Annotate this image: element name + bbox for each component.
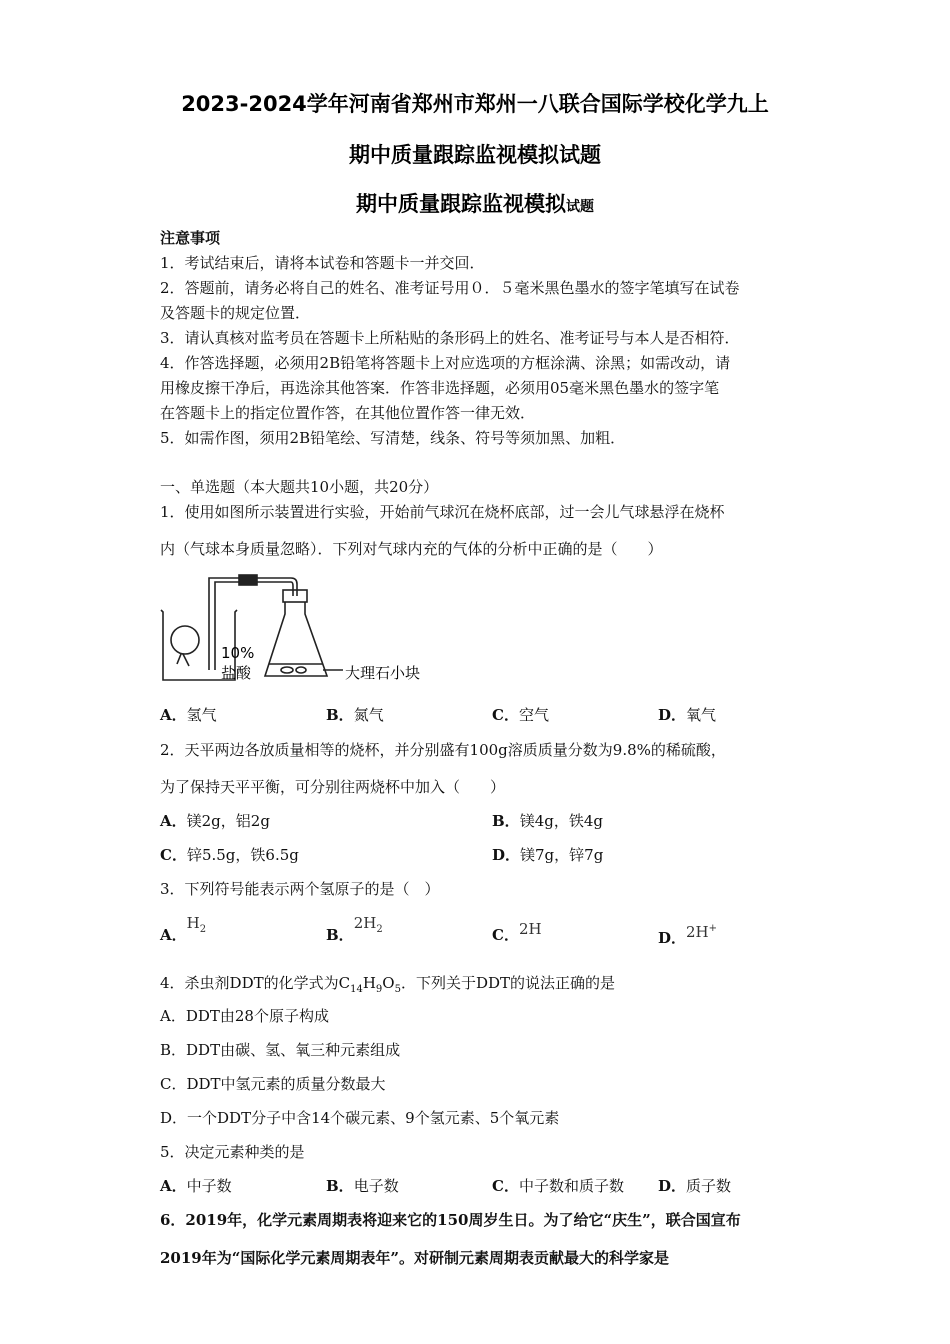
q4-subscript: 5 [394,984,401,995]
option-letter: C． [492,926,519,944]
q3-option-d[interactable] [658,925,717,948]
q3-stem: 3．下列符号能表示两个氢原子的是（ ） [160,880,440,898]
option-letter: A． [160,706,187,724]
option-letter: D． [658,1177,687,1195]
note-item: 2．答题前，请务必将自己的姓名、准考证号用０．５毫米黑色墨水的签字笔填写在试卷 [160,279,740,297]
formula [186,914,207,935]
formula-main: 2H [686,923,709,941]
note-item: 在答题卡上的指定位置作答，在其他位置作答一律无效． [160,404,536,422]
q4-stem [160,973,615,1000]
option-letter: B． [326,1177,354,1195]
option-letter: D． [658,706,687,724]
option-text: 氮气 [353,706,384,724]
option-text: 空气 [518,706,549,724]
q3-option-c[interactable] [492,920,542,945]
q4-option-d[interactable]: D．一个DDT分子中含14个碳元素、9个氢元素、5个氧元素 [160,1109,560,1127]
exam-title-line1: 2023-2024学年河南省郑州市郑州一八联合国际学校化学九上 [181,92,769,116]
formula-subscript: 2 [199,924,207,935]
note-item: 及答题卡的规定位置． [160,304,311,322]
figure-label-percent: 10% [221,644,255,662]
q4-stem-part: H [362,974,376,992]
option-letter: C． [492,706,519,724]
q1-option-c[interactable] [492,705,549,725]
q1-option-a[interactable] [160,705,217,725]
q4-option-b[interactable]: B．DDT由碳、氢、氧三种元素组成 [160,1041,401,1059]
q6-stem-line1: 6．2019年，化学元素周期表将迎来它的150周岁生日。为了给它“庆生”，联合国宣布 [160,1211,741,1229]
q1-stem-line2: 内（气球本身质量忽略）．下列对气球内充的气体的分析中正确的是（ ） [160,540,663,558]
option-letter: C． [160,846,187,864]
q4-stem-part: O [382,974,395,992]
note-item: 4．作答选择题，必须用2B铅笔将答题卡上对应选项的方框涂满、涂黑；如需改动，请 [160,354,731,372]
option-text: 镁7g，锌7g [520,846,604,864]
option-text: 镁2g，铝2g [186,812,270,830]
q5-option-c[interactable] [492,1176,624,1196]
conical-flask [265,602,327,676]
q1-stem-line1: 1．使用如图所示装置进行实验，开始前气球沉在烧杯底部，过一会儿气球悬浮在烧杯 [160,503,725,521]
option-letter: C． [492,1177,519,1195]
option-letter: A． [160,812,187,830]
title-line3-small: 试题 [566,199,594,215]
option-text: 质子数 [686,1177,732,1195]
q5-option-b[interactable] [326,1176,399,1196]
option-text: 氧气 [686,706,717,724]
option-text: 氢气 [186,706,217,724]
q2-stem-line1: 2．天平两边各放质量相等的烧杯，并分别盛有100g溶质质量分数为9.8%的稀硫酸， [160,741,726,759]
option-text: 中子数 [186,1177,232,1195]
q4-option-c[interactable]: C．DDT中氢元素的质量分数最大 [160,1075,386,1093]
option-text: 镁4g，铁4g [519,812,603,830]
section-heading: 一、单选题（本大题共10小题，共20分） [160,478,439,496]
formula-main: H [186,914,200,932]
note-item: 5．如需作图，须用2B铅笔绘、写清楚，线条、符号等须加黑、加粗． [160,429,626,447]
option-letter: D． [658,929,687,947]
note-item: 用橡皮擦干净后，再选涂其他答案．作答非选择题，必须用05毫米黑色墨水的签字笔 [160,379,720,397]
formula-subscript: 2 [376,924,383,935]
option-letter: B． [326,926,354,944]
option-text: 电子数 [353,1177,399,1195]
balloon [171,626,199,654]
q6-stem-line2: 2019年为“国际化学元素周期表年”。对研制元素周期表贡献最大的科学家是 [160,1249,670,1267]
experiment-apparatus-figure [155,566,445,686]
title-line3-main: 期中质量跟踪监视模拟 [356,192,566,216]
q2-option-c[interactable] [160,845,299,865]
q3-option-b[interactable] [326,914,383,952]
option-letter: A． [160,926,187,944]
q2-option-a[interactable] [160,811,270,831]
q4-subscript: 9 [375,984,383,995]
option-text: 锌5.5g，铁6.5g [186,846,299,864]
option-letter: B． [326,706,354,724]
q5-option-d[interactable] [658,1176,731,1196]
notes-heading: 注意事项 [160,229,221,247]
formula-superscript: + [708,923,718,934]
q4-option-a[interactable]: A．DDT由28个原子构成 [160,1007,329,1025]
q5-option-a[interactable] [160,1176,232,1196]
figure-label-acid: 盐酸 [221,664,252,682]
q4-subscript: 14 [350,984,363,995]
q5-stem: 5．决定元素种类的是 [160,1143,305,1161]
stopper [283,590,307,602]
formula [353,914,383,935]
note-item: 1．考试结束后，请将本试卷和答题卡一并交回． [160,254,485,272]
option-letter: A． [160,1177,187,1195]
q2-option-b[interactable] [492,811,603,831]
option-text: 中子数和质子数 [518,1177,624,1195]
q2-option-d[interactable] [492,845,603,865]
option-letter: B． [492,812,520,830]
q1-option-b[interactable] [326,705,384,725]
figure-label-marble: 大理石小块 [345,664,421,682]
formula [686,923,717,941]
q3-option-a[interactable] [160,914,207,952]
exam-title-line3 [0,188,950,218]
option-letter: D． [492,846,521,864]
q1-option-d[interactable] [658,705,716,725]
q4-stem-part: 4．杀虫剂DDT的化学式为C [160,974,351,992]
q2-stem-line2: 为了保持天平平衡，可分别往两烧杯中加入（ ） [160,778,506,796]
formula-main: 2H [518,920,542,938]
note-item: 3．请认真核对监考员在答题卡上所粘贴的条形码上的姓名、准考证号与本人是否相符． [160,329,740,347]
q4-stem-part: ．下列关于DDT的说法正确的是 [400,974,616,992]
formula-main: 2H [353,914,377,932]
exam-title-line2: 期中质量跟踪监视模拟试题 [349,143,601,167]
formula [519,920,542,938]
